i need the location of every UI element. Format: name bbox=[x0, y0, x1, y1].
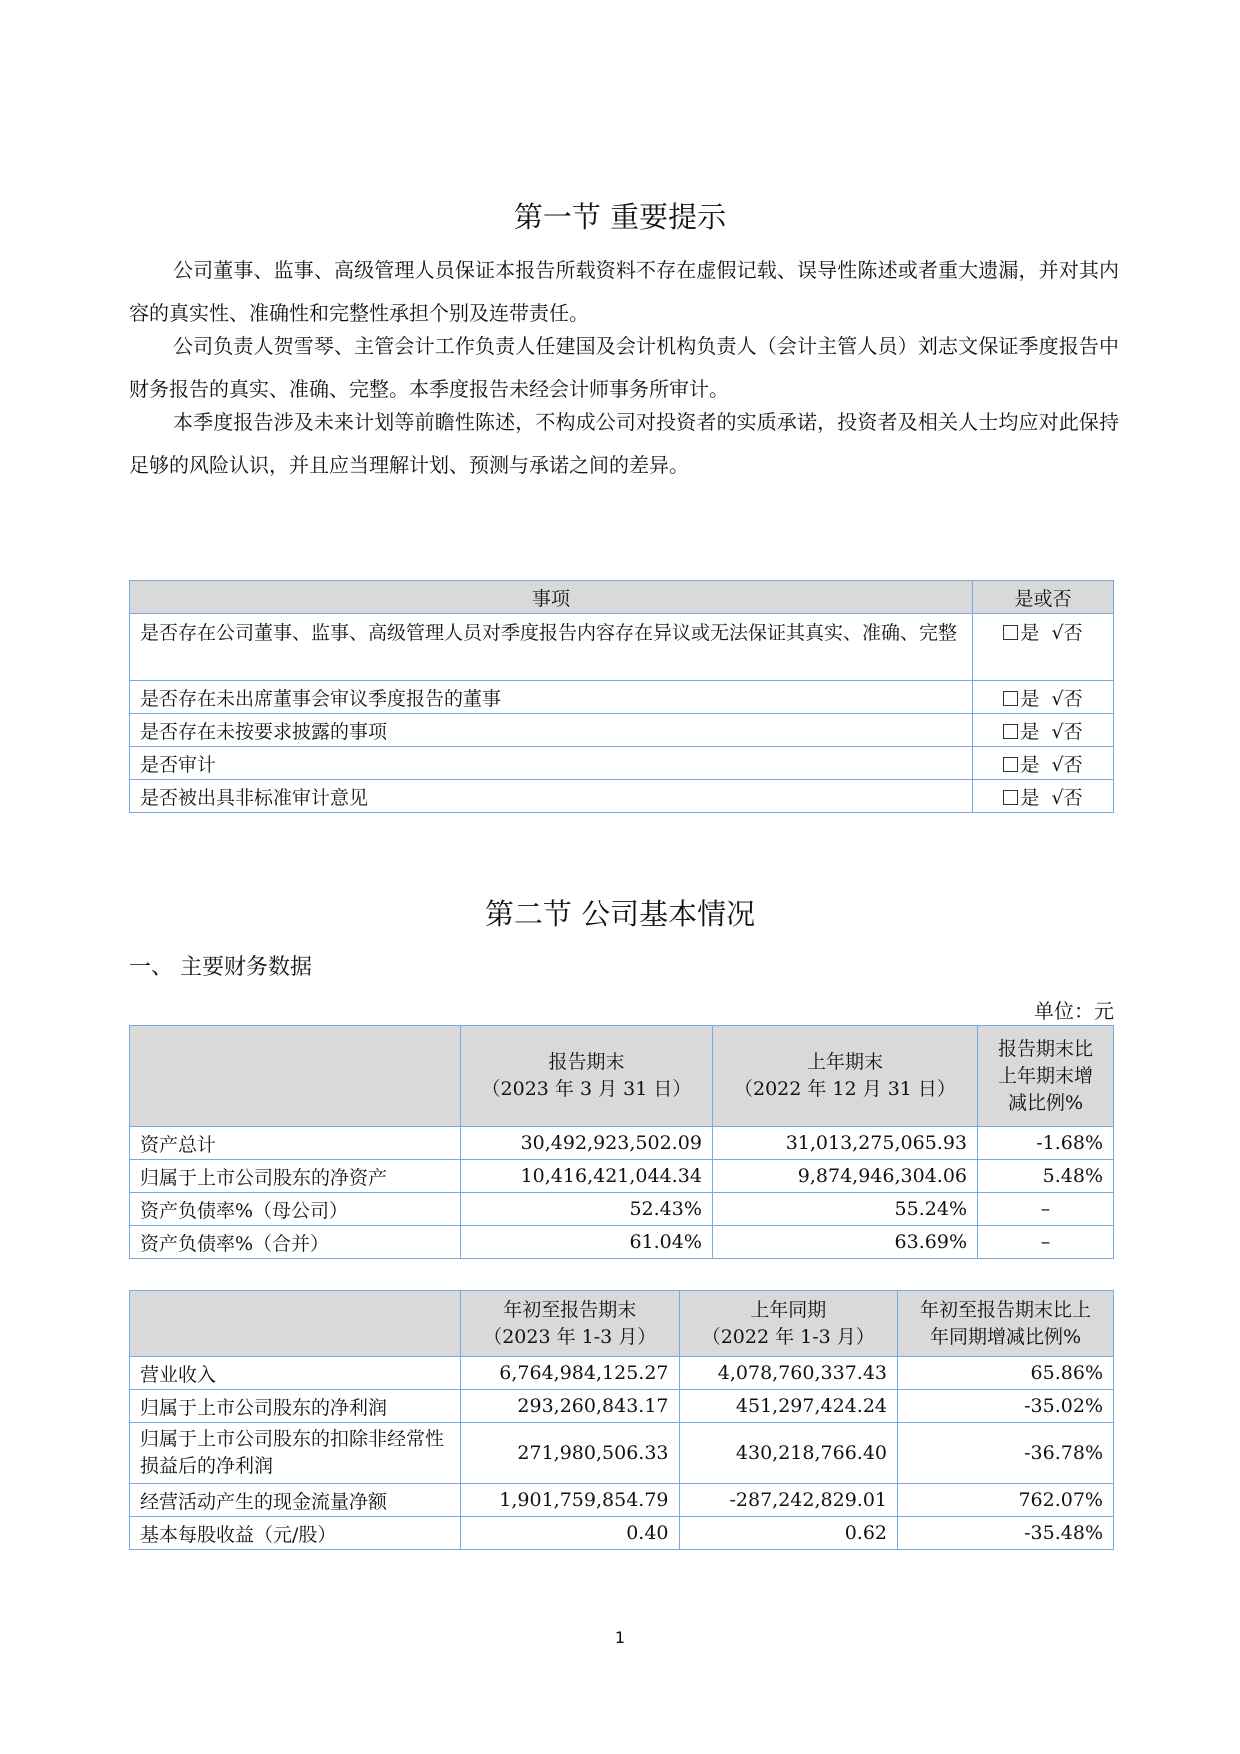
paragraph-2: 公司负责人贺雪琴、主管会计工作负责人任建国及会计机构负责人（会计主管人员）刘志文保证季度报告中财务报告的真实、准确、完整。本季度报告未经会计师事务所审计。 bbox=[129, 334, 1119, 401]
header-line: 报告期末 bbox=[548, 1051, 625, 1073]
row-change: 5.48% bbox=[978, 1160, 1114, 1193]
row-value-current: 293,260,843.17 bbox=[461, 1390, 680, 1423]
checkbox-empty-icon bbox=[1003, 790, 1018, 805]
column-header-item: 事项 bbox=[130, 581, 973, 614]
yes-label: 是 bbox=[1020, 720, 1040, 743]
table-row bbox=[130, 1423, 1114, 1484]
column-header-blank bbox=[130, 1026, 461, 1127]
row-item: 是否审计 bbox=[130, 747, 973, 780]
row-value-prior: 31,013,275,065.93 bbox=[712, 1127, 977, 1160]
header-line: 年初至报告期末 bbox=[503, 1298, 637, 1321]
page-number: 1 bbox=[614, 1628, 626, 1647]
yes-label: 是 bbox=[1020, 622, 1040, 644]
row-label: 基本每股收益（元/股） bbox=[130, 1517, 461, 1550]
unit-label: 单位：元 bbox=[1034, 999, 1114, 1023]
section2-title: 第二节 公司基本情况 bbox=[484, 897, 756, 931]
row-value-prior: 4,078,760,337.43 bbox=[679, 1357, 898, 1390]
income-table bbox=[129, 1290, 1114, 1550]
row-value-current: 61.04% bbox=[461, 1226, 713, 1259]
yes-label: 是 bbox=[1020, 786, 1040, 809]
header-line: 上年期末增 bbox=[997, 1064, 1093, 1087]
checkbox-empty-icon bbox=[1003, 691, 1018, 706]
confirmation-table bbox=[129, 580, 1114, 813]
subsection-title: 一、 主要财务数据 bbox=[129, 955, 312, 980]
row-value-prior: 63.69% bbox=[712, 1226, 977, 1259]
header-line: 减比例% bbox=[1007, 1091, 1084, 1114]
table-header-row bbox=[130, 581, 1114, 614]
table-row bbox=[130, 714, 1114, 747]
row-value-current: 10,416,421,044.34 bbox=[461, 1160, 713, 1193]
row-value-current: 271,980,506.33 bbox=[461, 1423, 680, 1484]
row-value-current: 52.43% bbox=[461, 1193, 713, 1226]
row-value-prior: 9,874,946,304.06 bbox=[712, 1160, 977, 1193]
table-header-row bbox=[130, 1291, 1114, 1357]
table-row bbox=[130, 747, 1114, 780]
header-line: 报告期末比 bbox=[997, 1037, 1093, 1060]
no-label: √否 bbox=[1051, 622, 1083, 644]
no-label: √否 bbox=[1051, 753, 1083, 776]
paragraph-3: 本季度报告涉及未来计划等前瞻性陈述，不构成公司对投资者的实质承诺，投资者及相关人士均应对此保持足够的风险认识，并且应当理解计划、预测与承诺之间的差异。 bbox=[129, 410, 1119, 477]
header-line: （2022 年 12 月 31 日） bbox=[734, 1078, 956, 1100]
row-label: 经营活动产生的现金流量净额 bbox=[130, 1484, 461, 1517]
row-label: 归属于上市公司股东的净利润 bbox=[130, 1390, 461, 1423]
paragraph-1: 公司董事、监事、高级管理人员保证本报告所载资料不存在虚假记载、误导性陈述或者重大遗漏，并对其内容的真实性、准确性和完整性承担个别及连带责任。 bbox=[129, 258, 1119, 325]
table-row bbox=[130, 1390, 1114, 1423]
row-yesno bbox=[973, 714, 1114, 747]
no-label: √否 bbox=[1051, 720, 1083, 743]
column-header-change bbox=[978, 1026, 1114, 1127]
yes-label: 是 bbox=[1020, 687, 1040, 710]
table-row bbox=[130, 1357, 1114, 1390]
header-line: （2022 年 1-3 月） bbox=[701, 1325, 875, 1348]
row-change: -1.68% bbox=[978, 1127, 1114, 1160]
table-row bbox=[130, 780, 1114, 813]
column-header-yesno: 是或否 bbox=[973, 581, 1114, 614]
row-change: -35.48% bbox=[898, 1517, 1114, 1550]
column-header-prior-end bbox=[712, 1026, 977, 1127]
row-value-prior: 451,297,424.24 bbox=[679, 1390, 898, 1423]
row-value-prior: -287,242,829.01 bbox=[679, 1484, 898, 1517]
column-header-change bbox=[898, 1291, 1114, 1357]
row-value-current: 0.40 bbox=[461, 1517, 680, 1550]
row-item: 是否存在未按要求披露的事项 bbox=[130, 714, 973, 747]
row-value-prior: 55.24% bbox=[712, 1193, 977, 1226]
row-value-prior: 430,218,766.40 bbox=[679, 1423, 898, 1484]
table-row bbox=[130, 1226, 1114, 1259]
row-yesno bbox=[973, 614, 1114, 681]
header-line: （2023 年 3 月 31 日） bbox=[481, 1078, 692, 1100]
table-row bbox=[130, 1193, 1114, 1226]
balance-table bbox=[129, 1025, 1114, 1259]
row-value-current: 1,901,759,854.79 bbox=[461, 1484, 680, 1517]
row-label: 资产总计 bbox=[130, 1127, 461, 1160]
header-line: 年初至报告期末比上 bbox=[919, 1298, 1091, 1321]
row-item: 是否被出具非标准审计意见 bbox=[130, 780, 973, 813]
row-yesno bbox=[973, 747, 1114, 780]
row-item: 是否存在公司董事、监事、高级管理人员对季度报告内容存在异议或无法保证其真实、准确、完整 bbox=[130, 614, 973, 681]
row-change: -36.78% bbox=[898, 1423, 1114, 1484]
row-change: 762.07% bbox=[898, 1484, 1114, 1517]
table-row bbox=[130, 614, 1114, 681]
no-label: √否 bbox=[1051, 786, 1083, 809]
column-header-ytd bbox=[461, 1291, 680, 1357]
column-header-prior-period bbox=[679, 1291, 898, 1357]
row-label: 营业收入 bbox=[130, 1357, 461, 1390]
table-row bbox=[130, 1517, 1114, 1550]
header-line: 年同期增减比例% bbox=[929, 1325, 1082, 1348]
checkbox-empty-icon bbox=[1003, 724, 1018, 739]
row-label: 归属于上市公司股东的净资产 bbox=[130, 1160, 461, 1193]
row-value-prior: 0.62 bbox=[679, 1517, 898, 1550]
row-yesno bbox=[973, 780, 1114, 813]
table-row bbox=[130, 1127, 1114, 1160]
column-header-period-end bbox=[461, 1026, 713, 1127]
header-line: （2023 年 1-3 月） bbox=[483, 1325, 657, 1348]
yes-label: 是 bbox=[1020, 753, 1040, 776]
column-header-blank bbox=[130, 1291, 461, 1357]
row-change: 65.86% bbox=[898, 1357, 1114, 1390]
row-value-current: 30,492,923,502.09 bbox=[461, 1127, 713, 1160]
section1-title: 第一节 重要提示 bbox=[513, 200, 727, 234]
row-value-current: 6,764,984,125.27 bbox=[461, 1357, 680, 1390]
checkbox-empty-icon bbox=[1003, 757, 1018, 772]
row-change: – bbox=[978, 1193, 1114, 1226]
table-header-row bbox=[130, 1026, 1114, 1127]
row-yesno bbox=[973, 681, 1114, 714]
row-label: 归属于上市公司股东的扣除非经常性损益后的净利润 bbox=[130, 1423, 461, 1484]
row-item: 是否存在未出席董事会审议季度报告的董事 bbox=[130, 681, 973, 714]
row-label: 资产负债率%（母公司） bbox=[130, 1193, 461, 1226]
checkbox-empty-icon bbox=[1003, 625, 1018, 640]
no-label: √否 bbox=[1051, 687, 1083, 710]
row-change: -35.02% bbox=[898, 1390, 1114, 1423]
row-change: – bbox=[978, 1226, 1114, 1259]
header-line: 上年同期 bbox=[750, 1298, 827, 1321]
table-row bbox=[130, 681, 1114, 714]
header-line: 上年期末 bbox=[806, 1051, 883, 1073]
table-row bbox=[130, 1160, 1114, 1193]
row-label: 资产负债率%（合并） bbox=[130, 1226, 461, 1259]
table-row bbox=[130, 1484, 1114, 1517]
